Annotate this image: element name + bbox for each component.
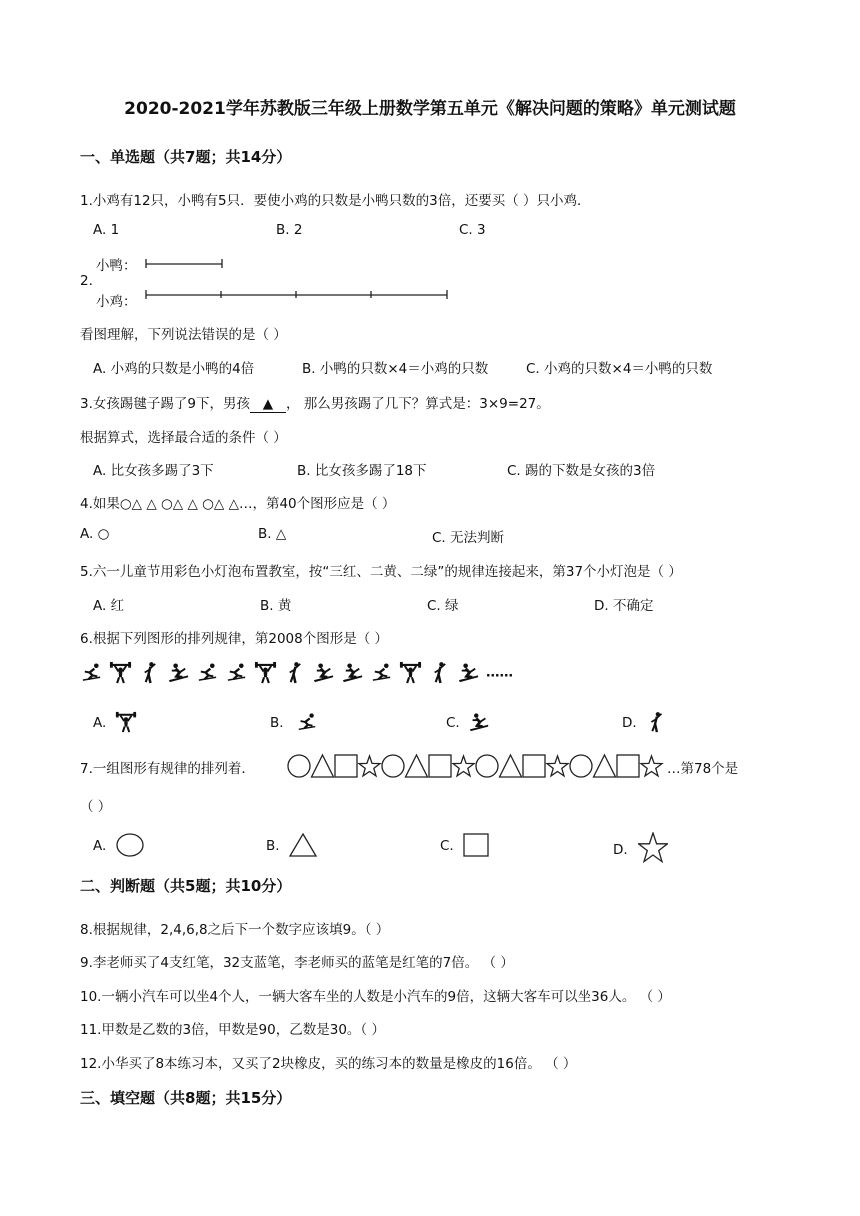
runner-icon [645,711,667,733]
runner-icon [138,661,161,684]
triangle-shape [406,755,428,777]
star-shape [547,756,568,776]
question-6-option-c-label: C. [446,715,460,731]
snowboarder-icon [312,661,335,684]
question-2-option-a[interactable]: A. 小鸡的只数是小鸭的4倍 [93,361,255,377]
page-title: 2020-2021学年苏教版三年级上册数学第五单元《解决问题的策略》单元测试题 [124,99,736,119]
question-7-option-d[interactable] [613,832,668,866]
circle-shape [288,755,310,777]
question-7-option-b[interactable] [266,832,318,858]
question-5-option-d[interactable]: D. 不确定 [594,598,654,614]
question-5-option-b[interactable]: B. 黄 [260,598,292,614]
triangle-shape [594,755,616,777]
question-6-option-d-label: D. [622,715,637,731]
square-icon [462,832,492,858]
question-7-suffix: …第78个是 [667,761,739,777]
question-4-option-b[interactable]: B. △ [258,526,287,542]
question-7-option-c[interactable] [440,832,492,858]
question-7-option-a[interactable] [93,832,145,858]
section-heading-single-choice: 一、单选题（共7题；共14分） [80,148,292,166]
line-segment-diagram [140,255,460,301]
question-9-text: 9.李老师买了4支红笔，32支蓝笔，李老师买的蓝笔是红笔的7倍。 （ ） [80,955,514,971]
duck-bar [146,259,222,268]
star-shape [453,756,474,776]
weightlifter-icon [115,711,137,733]
question-4-option-a[interactable]: A. ○ [80,526,110,542]
question-7-option-a-label: A. [93,838,107,854]
question-6-option-a[interactable] [93,711,137,733]
question-6-option-b-label: B. [270,715,284,731]
circle-icon [115,832,145,858]
snowboarder-icon [341,661,364,684]
question-6-option-b[interactable] [270,711,318,733]
skier-icon [80,661,103,684]
question-4-text: 4.如果○△ △ ○△ △ ○△ △…，第40个图形应是（ ） [80,496,396,512]
circle-shape [476,755,498,777]
question-5-option-a[interactable]: A. 红 [93,598,125,614]
question-4-option-c[interactable]: C. 无法判断 [432,530,505,546]
question-3-option-c[interactable]: C. 踢的下数是女孩的3倍 [507,463,656,479]
question-3-suffix: ， 那么男孩踢了几下？算式是：3×9=27。 [285,396,550,412]
question-3-prefix: 3.女孩踢毽子踢了9下，男孩 [80,396,250,412]
question-7-shape-sequence [286,752,666,780]
triangle-shape [312,755,334,777]
chick-bar [146,290,447,299]
question-12-text: 12.小华买了8本练习本，又买了2块橡皮，买的练习本的数量是橡皮的16倍。 （ ） [80,1056,577,1072]
weightlifter-icon [109,661,132,684]
question-3-blank: ▲ [250,397,286,413]
question-5-option-c[interactable]: C. 绿 [427,598,459,614]
skier-icon [370,661,393,684]
triangle-icon [288,832,318,858]
skier-icon [296,711,318,733]
question-3-option-b[interactable]: B. 比女孩多踢了18下 [297,463,427,479]
runner-icon [283,661,306,684]
question-7-option-d-label: D. [613,842,628,858]
snowboarder-icon [468,711,490,733]
snowboarder-icon [457,661,480,684]
weightlifter-icon [254,661,277,684]
question-2-text: 看图理解，下列说法错误的是（ ） [80,327,287,343]
star-shape [359,756,380,776]
question-2-option-c[interactable]: C. 小鸡的只数×4＝小鸭的只数 [526,361,713,377]
square-shape [429,755,451,777]
section-heading-true-false: 二、判断题（共5题；共10分） [80,877,292,895]
square-shape [523,755,545,777]
question-6-text: 6.根据下列图形的排列规律，第2008个图形是（ ） [80,631,389,647]
question-2-option-b[interactable]: B. 小鸭的只数×4＝小鸡的只数 [302,361,489,377]
question-7-prefix: 7.一组图形有规律的排列着． [80,761,255,777]
duck-label: 小鸭： [96,258,137,274]
question-1-option-a[interactable]: A. 1 [93,222,120,238]
question-3-option-a[interactable]: A. 比女孩多踢了3下 [93,463,214,479]
question-1-option-c[interactable]: C. 3 [459,222,486,238]
square-shape [335,755,357,777]
question-8-text: 8.根据规律，2,4,6,8之后下一个数字应该填9。（ ） [80,922,390,938]
sequence-ellipsis: …… [486,664,513,681]
question-1-text: 1.小鸡有12只，小鸭有5只．要使小鸡的只数是小鸭只数的3倍，还要买（ ）只小鸡． [80,193,591,209]
star-icon [638,832,668,866]
star-shape [641,756,662,776]
question-6-sequence [80,661,513,684]
circle-shape [570,755,592,777]
question-5-text: 5.六一儿童节用彩色小灯泡布置教室，按“三红、二黄、二绿”的规律连接起来，第37个小灯泡是（ ） [80,564,682,580]
triangle-shape [500,755,522,777]
question-6-option-d[interactable] [622,711,667,733]
question-7-option-c-label: C. [440,838,454,854]
question-6-option-a-label: A. [93,715,107,731]
chick-label: 小鸡： [96,294,137,310]
question-3-line [80,392,550,413]
square-shape [617,755,639,777]
question-6-option-c[interactable] [446,711,490,733]
question-3-text2: 根据算式，选择最合适的条件（ ） [80,430,287,446]
question-7-paren: （ ） [80,799,112,815]
skier-icon [225,661,248,684]
runner-icon [428,661,451,684]
circle-shape [382,755,404,777]
question-11-text: 11.甲数是乙数的3倍，甲数是90，乙数是30。（ ） [80,1022,385,1038]
weightlifter-icon [399,661,422,684]
question-2-number: 2. [80,273,93,289]
question-1-option-b[interactable]: B. 2 [276,222,303,238]
question-7-option-b-label: B. [266,838,280,854]
section-heading-fill-blank: 三、填空题（共8题；共15分） [80,1089,292,1107]
snowboarder-icon [167,661,190,684]
question-10-text: 10.一辆小汽车可以坐4个人，一辆大客车坐的人数是小汽车的9倍，这辆大客车可以坐36人。 （ ） [80,989,671,1005]
skier-icon [196,661,219,684]
